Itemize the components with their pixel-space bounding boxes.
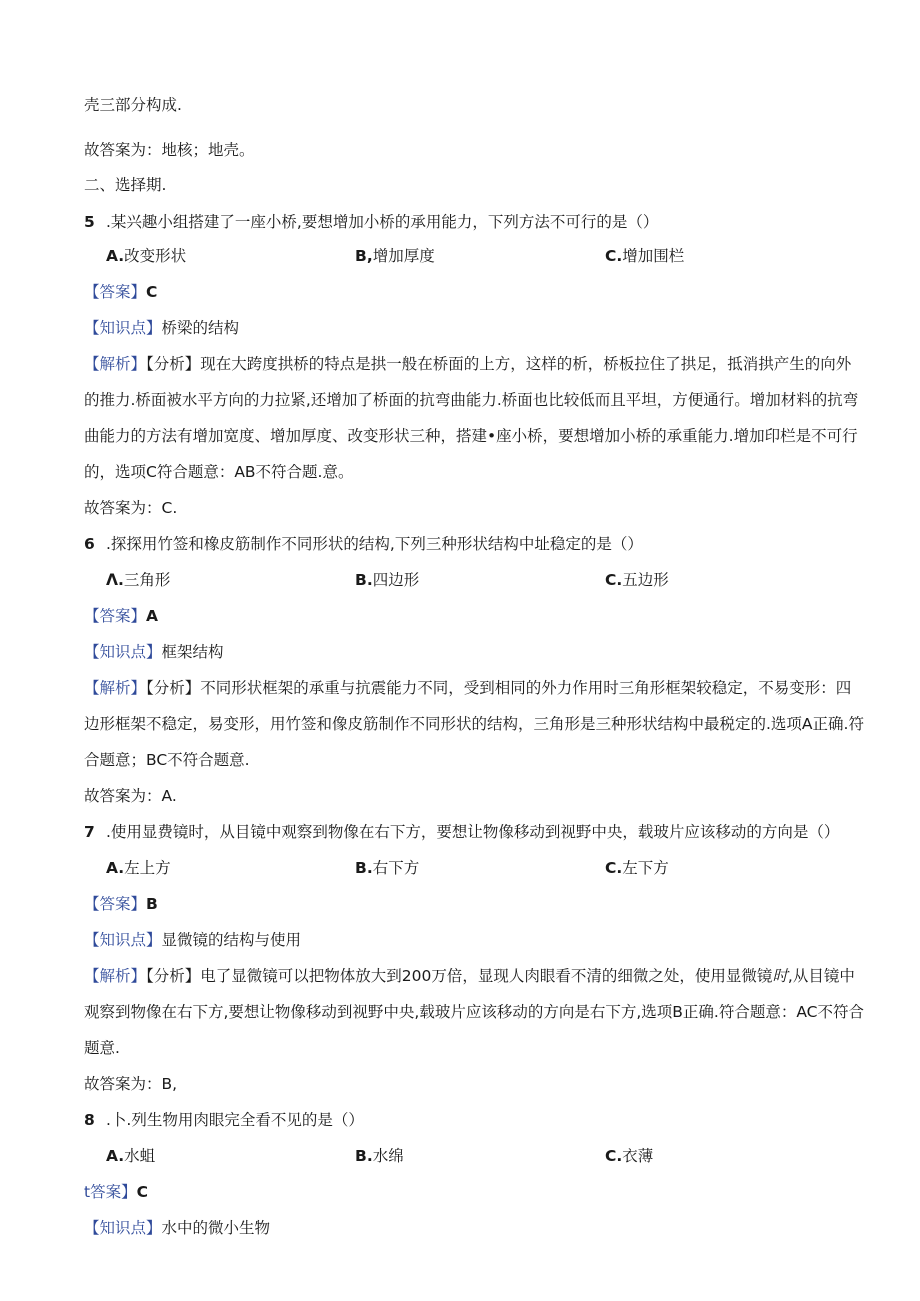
question-number: 7 <box>84 823 95 841</box>
option-c: C.左下方 <box>605 859 669 877</box>
final-answer: 故答案为：C. <box>84 499 178 517</box>
analysis-line-3: 题意. <box>84 1039 120 1057</box>
analysis-line-2: 观察到物像在右下方,要想让物像移动到视野中央,载玻片应该移动的方向是右下方,选项B正确.符合题意：AC不符合 <box>84 1003 864 1021</box>
knowledge-line: 【知识点】水中的微小生物 <box>84 1219 271 1237</box>
answer-line: 【答案】C <box>84 283 158 301</box>
question-number: 6 <box>84 535 95 553</box>
question-5 <box>84 212 658 232</box>
question-number: 8 <box>84 1111 95 1129</box>
analysis-line-3: 合题意；BC不符合题意. <box>84 751 250 769</box>
option-a: A.改变形状 <box>106 247 187 265</box>
question-stem: .某兴趣小组搭建了一座小桥,要想增加小桥的承用能力，下列方法不可行的是（） <box>106 213 659 231</box>
section-title: 二、选择期. <box>84 176 167 194</box>
analysis-line-2: 边形框架不稳定，易变形，用竹签和像皮筋制作不同形状的结构，三角形是三种形状结构中最税定的.选项A正确.符 <box>84 715 864 733</box>
analysis-line-1: 【解析】【分析】电了显微镜可以把物体放大到200万倍，显现人肉眼看不清的细微之处，使用显微镜时,从目镜中 <box>84 967 855 985</box>
analysis-line-1: 【解析】【分析】不同形状框架的承重与抗震能力不同，受到相同的外力作用时三角形框架较稳定，不易变形：四 <box>84 679 852 697</box>
question-number: 5 <box>84 213 95 231</box>
option-a: Λ.三角形 <box>106 571 171 589</box>
answer-line: 【答案】B <box>84 895 158 913</box>
option-c: C.衣薄 <box>605 1147 654 1165</box>
question-stem: .卜.列生物用肉眼完全看不见的是（） <box>106 1111 364 1129</box>
question-stem: .探探用竹签和橡皮筋制作不同形状的结构,下列三种形状结构中址稳定的是（） <box>106 535 643 553</box>
question-stem: .使用显费镜时，从目镜中观察到物像在右下方，要想让物像移动到视野中央，载玻片应该移动的方向是（） <box>106 823 840 841</box>
analysis-line-3: 曲能力的方法有增加宽度、增加厚度、改变形状三种，搭建•座小桥，要想增加小桥的承重能力.增加印栏是不可行 <box>84 427 858 445</box>
option-c: C.增加围栏 <box>605 247 685 265</box>
knowledge-line: 【知识点】显微镜的结构与使用 <box>84 931 302 949</box>
top-text: 壳三部分构成. <box>84 96 182 114</box>
option-b: B.右下方 <box>355 859 420 877</box>
final-answer: 故答案为：A. <box>84 787 177 805</box>
knowledge-line: 【知识点】桥梁的结构 <box>84 319 240 337</box>
question-8 <box>84 1110 364 1130</box>
analysis-line-1: 【解析】【分析】现在大跨度拱桥的特点是拱一般在桥面的上方，这样的析，桥板拉住了拱足，抵消拱产生的向外 <box>84 355 852 373</box>
final-answer: 故答案为：B, <box>84 1075 178 1093</box>
analysis-line-4: 的，选项C符合题意：AB不符合题.意。 <box>84 463 354 481</box>
option-a: A.左上方 <box>106 859 171 877</box>
option-b: B,增加厚度 <box>355 247 435 265</box>
option-a: A.水蛆 <box>106 1147 156 1165</box>
answer-line: t答案】C <box>84 1183 148 1201</box>
analysis-line-2: 的推力.桥面被水平方向的力拉紧,还增加了桥面的抗弯曲能力.桥面也比较低而且平坦，方便通行。增加材料的抗弯 <box>84 391 859 409</box>
question-6 <box>84 534 643 554</box>
option-c: C.五边形 <box>605 571 669 589</box>
question-7 <box>84 822 839 842</box>
option-b: B.水绵 <box>355 1147 404 1165</box>
option-b: B.四边形 <box>355 571 420 589</box>
top-answer: 故答案为：地核；地壳。 <box>84 141 255 159</box>
answer-line: 【答案】A <box>84 607 159 625</box>
knowledge-line: 【知识点】框架结构 <box>84 643 224 661</box>
